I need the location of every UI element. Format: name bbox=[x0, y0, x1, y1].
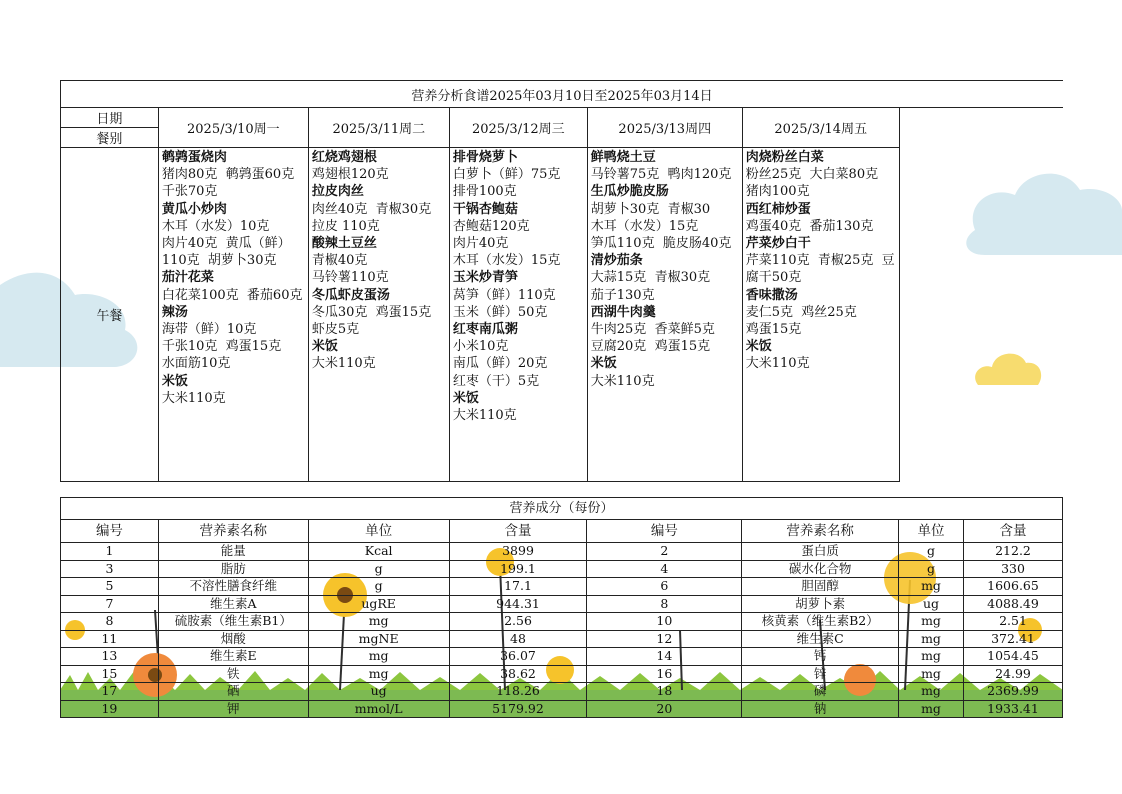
nutrition-cell: 38.62 bbox=[449, 665, 587, 683]
nutrition-cell: 蛋白质 bbox=[742, 543, 899, 561]
nutrition-cell: mg bbox=[899, 630, 964, 648]
ingredient-line: 肉丝40克 青椒30克 bbox=[311, 201, 432, 217]
day-4-date: 2025/3/13周四 bbox=[587, 108, 742, 148]
nutrition-cell: 10 bbox=[587, 613, 742, 631]
day-2-menu bbox=[308, 148, 449, 482]
nutrition-cell: 钾 bbox=[158, 700, 308, 718]
day-1-date: 2025/3/10周一 bbox=[158, 108, 308, 148]
nutrition-cell: 维生素A bbox=[158, 595, 308, 613]
nutrition-cell: g bbox=[308, 560, 449, 578]
nutrition-row bbox=[61, 700, 1063, 718]
dish-name: 鹌鹑蛋烧肉 bbox=[161, 150, 227, 165]
nutrition-cell: 1054.45 bbox=[963, 648, 1062, 666]
nutrition-row bbox=[61, 578, 1063, 596]
nutrition-cell: mg bbox=[899, 578, 964, 596]
dish-name: 生瓜炒脆皮肠 bbox=[590, 184, 669, 200]
nutrition-cell: 15 bbox=[61, 665, 159, 683]
ingredient-line: 木耳（水发）15克 bbox=[452, 253, 561, 269]
nutrition-row bbox=[61, 613, 1063, 631]
nutrition-table bbox=[60, 497, 1063, 718]
ingredient-line: 小米10克 bbox=[452, 339, 509, 355]
ingredient-line: 胡萝卜30克 青椒30 bbox=[590, 201, 711, 217]
dish-name: 芹菜炒白干 bbox=[745, 236, 811, 252]
nutrition-cell: g bbox=[899, 560, 964, 578]
nutrition-cell: 维生素E bbox=[158, 648, 308, 666]
nutrition-cell: 4088.49 bbox=[963, 595, 1062, 613]
ingredient-line: 南瓜（鲜）20克 bbox=[452, 356, 548, 372]
nutrition-cell: ug bbox=[308, 683, 449, 701]
nutrition-cell: 36.07 bbox=[449, 648, 587, 666]
nutrition-cell: 5 bbox=[61, 578, 159, 596]
dish-name: 清炒茄条 bbox=[590, 253, 643, 269]
nutrition-cell: 14 bbox=[587, 648, 742, 666]
dish-name: 米饭 bbox=[745, 339, 772, 355]
ingredient-line: 马铃薯110克 bbox=[311, 270, 389, 286]
nutrition-cell: 锌 bbox=[742, 665, 899, 683]
nutrition-cell: 1606.65 bbox=[963, 578, 1062, 596]
nutrition-header-cell: 含量 bbox=[963, 520, 1062, 543]
nutrition-cell: 8 bbox=[61, 613, 159, 631]
ingredient-line: 大米110克 bbox=[161, 390, 226, 406]
nutrition-cell: 17.1 bbox=[449, 578, 587, 596]
nutrition-cell: 372.41 bbox=[963, 630, 1062, 648]
ingredient-line: 水面筋10克 bbox=[161, 356, 231, 372]
day-3-menu bbox=[449, 148, 587, 482]
nutrition-cell: mg bbox=[899, 665, 964, 683]
nutrition-cell: 碳水化合物 bbox=[742, 560, 899, 578]
nutrition-cell: 不溶性膳食纤维 bbox=[158, 578, 308, 596]
ingredient-line: 千张70克 bbox=[161, 184, 218, 200]
nutrition-cell: 磷 bbox=[742, 683, 899, 701]
nutrition-cell: 钠 bbox=[742, 700, 899, 718]
day-4-menu bbox=[587, 148, 742, 482]
ingredient-line: 110克 胡萝卜30克 bbox=[161, 253, 277, 269]
nutrition-header-cell: 营养素名称 bbox=[158, 520, 308, 543]
menu-table bbox=[60, 80, 1063, 482]
nutrition-row bbox=[61, 630, 1063, 648]
dish-name: 红枣南瓜粥 bbox=[452, 322, 518, 338]
nutrition-cell: ug bbox=[899, 595, 964, 613]
nutrition-cell: 钙 bbox=[742, 648, 899, 666]
dish-name: 干锅杏鲍菇 bbox=[452, 201, 518, 217]
ingredient-line: 鸡翅根120克 bbox=[311, 167, 389, 183]
nutrition-cell: 7 bbox=[61, 595, 159, 613]
nutrition-cell: 烟酸 bbox=[158, 630, 308, 648]
nutrition-cell: mg bbox=[899, 700, 964, 718]
meal-name: 午餐 bbox=[61, 148, 159, 482]
ingredient-line: 大米110克 bbox=[590, 373, 655, 389]
ingredient-line: 木耳（水发）10克 bbox=[161, 218, 270, 234]
nutrition-header-cell: 营养素名称 bbox=[742, 520, 899, 543]
ingredient-line: 肉片40克 黄瓜（鲜） bbox=[161, 236, 291, 252]
nutrition-row bbox=[61, 543, 1063, 561]
ingredient-line: 排骨100克 bbox=[452, 184, 517, 200]
nutrition-cell: 13 bbox=[61, 648, 159, 666]
nutrition-cell: mg bbox=[899, 683, 964, 701]
nutrition-cell: 5179.92 bbox=[449, 700, 587, 718]
page-title: 营养分析食谱2025年03月10日至2025年03月14日 bbox=[61, 81, 1064, 108]
nutrition-cell: 2369.99 bbox=[963, 683, 1062, 701]
ingredient-line: 拉皮 110克 bbox=[311, 218, 380, 234]
ingredient-line: 大米110克 bbox=[452, 408, 517, 424]
ingredient-line: 芹菜110克 青椒25克 豆 bbox=[745, 253, 895, 269]
ingredient-line: 猪肉100克 bbox=[745, 184, 810, 200]
nutrition-cell: 330 bbox=[963, 560, 1062, 578]
ingredient-line: 千张10克 鸡蛋15克 bbox=[161, 339, 282, 355]
nutrition-cell: 2 bbox=[587, 543, 742, 561]
nutrition-header-cell: 单位 bbox=[899, 520, 964, 543]
ingredient-line: 麦仁5克 鸡丝25克 bbox=[745, 304, 857, 320]
nutrition-cell: 能量 bbox=[158, 543, 308, 561]
dish-name: 米饭 bbox=[452, 390, 479, 406]
nutrition-cell: 212.2 bbox=[963, 543, 1062, 561]
nutrition-cell: 199.1 bbox=[449, 560, 587, 578]
ingredient-line: 玉米（鲜）50克 bbox=[452, 304, 548, 320]
nutrition-cell: 1933.41 bbox=[963, 700, 1062, 718]
dish-name: 红烧鸡翅根 bbox=[311, 150, 377, 165]
ingredient-line: 青椒40克 bbox=[311, 253, 368, 269]
ingredient-line: 木耳（水发）15克 bbox=[590, 218, 699, 234]
nutrition-cell: g bbox=[308, 578, 449, 596]
nutrition-cell: 20 bbox=[587, 700, 742, 718]
nutrition-cell: 1 bbox=[61, 543, 159, 561]
nutrition-cell: mg bbox=[899, 648, 964, 666]
nutrition-header-cell: 编号 bbox=[61, 520, 159, 543]
dish-name: 肉烧粉丝白菜 bbox=[745, 150, 824, 165]
nutrition-cell: 48 bbox=[449, 630, 587, 648]
ingredient-line: 马铃薯75克 鸭肉120克 bbox=[590, 167, 732, 183]
dish-name: 西湖牛肉羹 bbox=[590, 304, 656, 320]
ingredient-line: 笋瓜110克 脆皮肠40克 bbox=[590, 236, 732, 252]
ingredient-line: 鸡蛋15克 bbox=[745, 322, 802, 338]
day-3-date: 2025/3/12周三 bbox=[449, 108, 587, 148]
nutrition-cell: mmol/L bbox=[308, 700, 449, 718]
nutrition-cell: 硒 bbox=[158, 683, 308, 701]
nutrition-cell: 3 bbox=[61, 560, 159, 578]
date-label: 日期 bbox=[61, 108, 159, 128]
nutrition-cell: 脂肪 bbox=[158, 560, 308, 578]
nutrition-row bbox=[61, 648, 1063, 666]
nutrition-cell: 2.51 bbox=[963, 613, 1062, 631]
dish-name: 西红柿炒蛋 bbox=[745, 201, 811, 217]
nutrition-cell: 19 bbox=[61, 700, 159, 718]
nutrition-cell: 硫胺素（维生素B1） bbox=[158, 613, 308, 631]
ingredient-line: 肉片40克 bbox=[452, 236, 509, 252]
ingredient-line: 大米110克 bbox=[311, 356, 376, 372]
nutrition-cell: 铁 bbox=[158, 665, 308, 683]
nutrition-header-cell: 含量 bbox=[449, 520, 587, 543]
ingredient-line: 鸡蛋40克 番茄130克 bbox=[745, 218, 874, 234]
nutrition-cell: 944.31 bbox=[449, 595, 587, 613]
ingredient-line: 莴笋（鲜）110克 bbox=[452, 287, 556, 303]
meal-type-label: 餐别 bbox=[61, 128, 159, 148]
nutrition-cell: mg bbox=[308, 648, 449, 666]
dish-name: 拉皮肉丝 bbox=[311, 184, 364, 200]
nutrition-cell: 胆固醇 bbox=[742, 578, 899, 596]
nutrition-cell: mg bbox=[308, 613, 449, 631]
nutrition-row bbox=[61, 595, 1063, 613]
nutrition-title: 营养成分（每份） bbox=[61, 498, 1063, 520]
nutrition-cell: 4 bbox=[587, 560, 742, 578]
ingredient-line: 牛肉25克 香菜鲜5克 bbox=[590, 322, 715, 338]
ingredient-line: 红枣（干）5克 bbox=[452, 373, 540, 389]
dish-name: 辣汤 bbox=[161, 304, 188, 320]
dish-name: 鲜鸭烧土豆 bbox=[590, 150, 656, 165]
nutrition-cell: 6 bbox=[587, 578, 742, 596]
dish-name: 冬瓜虾皮蛋汤 bbox=[311, 287, 390, 303]
nutrition-cell: Kcal bbox=[308, 543, 449, 561]
dish-name: 米饭 bbox=[590, 356, 617, 372]
ingredient-line: 腐干50克 bbox=[745, 270, 802, 286]
nutrition-cell: 胡萝卜素 bbox=[742, 595, 899, 613]
nutrition-cell: mgNE bbox=[308, 630, 449, 648]
dish-name: 玉米炒青笋 bbox=[452, 270, 518, 286]
nutrition-cell: mg bbox=[308, 665, 449, 683]
nutrition-cell: 2.56 bbox=[449, 613, 587, 631]
ingredient-line: 冬瓜30克 鸡蛋15克 bbox=[311, 304, 432, 320]
nutrition-cell: 16 bbox=[587, 665, 742, 683]
nutrition-cell: 12 bbox=[587, 630, 742, 648]
dish-name: 排骨烧萝卜 bbox=[452, 150, 518, 165]
empty-column bbox=[899, 108, 1063, 482]
day-5-menu bbox=[742, 148, 899, 482]
dish-name: 黄瓜小炒肉 bbox=[161, 201, 227, 217]
nutrition-cell: 11 bbox=[61, 630, 159, 648]
nutrition-row bbox=[61, 665, 1063, 683]
nutrition-cell: 24.99 bbox=[963, 665, 1062, 683]
nutrition-row bbox=[61, 560, 1063, 578]
dish-name: 香味撒汤 bbox=[745, 287, 798, 303]
ingredient-line: 粉丝25克 大白菜80克 bbox=[745, 167, 879, 183]
day-5-date: 2025/3/14周五 bbox=[742, 108, 899, 148]
nutrition-cell: 118.26 bbox=[449, 683, 587, 701]
nutrition-cell: 17 bbox=[61, 683, 159, 701]
day-1-menu bbox=[158, 148, 308, 482]
ingredient-line: 猪肉80克 鹌鹑蛋60克 bbox=[161, 167, 295, 183]
nutrition-cell: 18 bbox=[587, 683, 742, 701]
nutrition-cell: g bbox=[899, 543, 964, 561]
nutrition-row bbox=[61, 683, 1063, 701]
nutrition-cell: mg bbox=[899, 613, 964, 631]
ingredient-line: 大蒜15克 青椒30克 bbox=[590, 270, 711, 286]
nutrition-cell: 维生素C bbox=[742, 630, 899, 648]
ingredient-line: 白萝卜（鲜）75克 bbox=[452, 167, 561, 183]
dish-name: 酸辣土豆丝 bbox=[311, 236, 377, 252]
ingredient-line: 杏鲍菇120克 bbox=[452, 218, 530, 234]
nutrition-cell: 8 bbox=[587, 595, 742, 613]
nutrition-cell: ugRE bbox=[308, 595, 449, 613]
ingredient-line: 虾皮5克 bbox=[311, 322, 360, 338]
dish-name: 米饭 bbox=[311, 339, 338, 355]
nutrition-cell: 3899 bbox=[449, 543, 587, 561]
dish-name: 茄汁花菜 bbox=[161, 270, 214, 286]
ingredient-line: 豆腐20克 鸡蛋15克 bbox=[590, 339, 711, 355]
day-2-date: 2025/3/11周二 bbox=[308, 108, 449, 148]
ingredient-line: 白花菜100克 番茄60克 bbox=[161, 287, 303, 303]
ingredient-line: 大米110克 bbox=[745, 356, 810, 372]
dish-name: 米饭 bbox=[161, 373, 188, 389]
nutrition-header-cell: 编号 bbox=[587, 520, 742, 543]
ingredient-line: 海带（鲜）10克 bbox=[161, 322, 257, 338]
nutrition-header-cell: 单位 bbox=[308, 520, 449, 543]
ingredient-line: 茄子130克 bbox=[590, 287, 655, 303]
nutrition-cell: 核黄素（维生素B2） bbox=[742, 613, 899, 631]
